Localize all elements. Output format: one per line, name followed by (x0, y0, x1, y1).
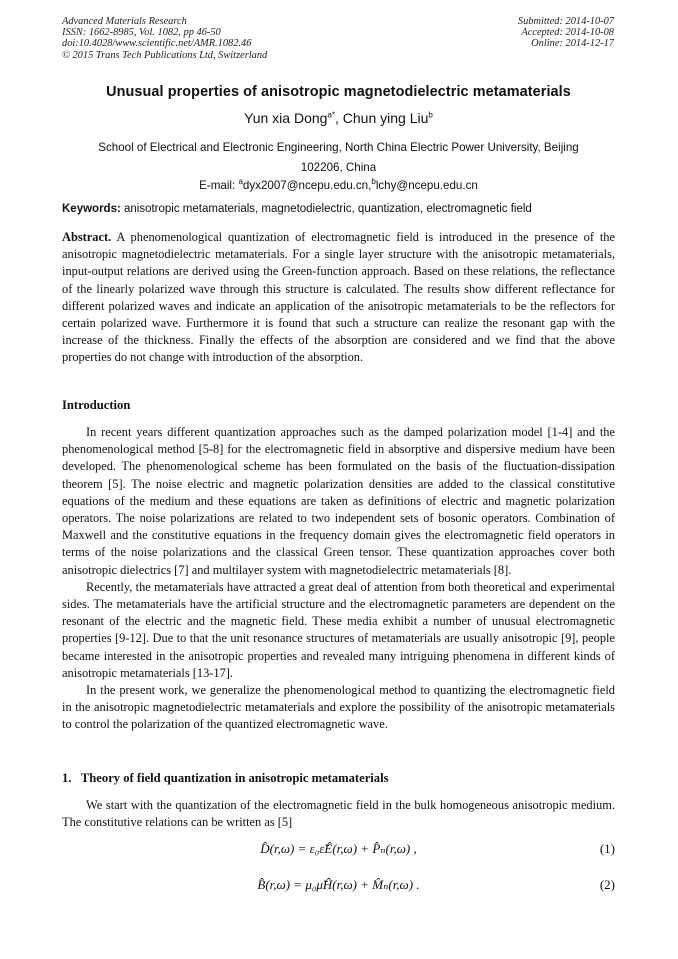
copyright: © 2015 Trans Tech Publications Ltd, Switzerland (62, 49, 268, 61)
email-b[interactable]: lchy@ncepu.edu.cn (375, 178, 478, 192)
author-separator: , (335, 110, 343, 126)
author-1: Yun xia Dong (244, 110, 328, 126)
affiliation-line-2: 102206, China (300, 160, 377, 174)
email-line (62, 177, 615, 192)
keywords-label: Keywords: (62, 203, 121, 215)
author-2: Chun ying Liu (342, 110, 429, 126)
submitted-date: Submitted: 2014-10-07 (517, 16, 614, 27)
author-line (62, 110, 615, 126)
doi: doi:10.4028/www.scientific.net/AMR.1082.46 (62, 38, 252, 50)
section-1-title: Theory of field quantization in anisotropic metamaterials (80, 771, 389, 785)
section-1-paragraph-1: We start with the quantization of the electromagnetic field in the bulk homogeneous anisotropic medium. The constitutive relations can be written as [5] (62, 798, 615, 830)
accepted-date: Accepted: 2014-10-08 (521, 27, 614, 39)
intro-paragraph-1: In recent years different quantization approaches such as the damped polarization model [1-4] and the phenomenological method [5-8] for the electromagnetic field in absorptive and dispersive medium have been developed. The phenomenological scheme has been formulated on the basis of the fluctuation-dissipation theorem [5]. The noise electric and magnetic polarization densities are added to the classical constitutive equations of the medium and these equations are taken as definitions of electric and magnetic polarization operators. The noise polarizations are related to two independent sets of bosonic operators. Combination of Maxwell and the constitutive equations in the frequency domain gives the electromagnetic field operators in terms of the noise polarizations and the classical Green tensor. These quantization approaches cover both anisotropic dielectrics [7] and multilayer system with magnetodielectric metamaterials [8]. (62, 425, 615, 577)
section-1-number: 1. (62, 771, 72, 785)
introduction-body (62, 424, 615, 734)
abstract-text: A phenomenological quantization of electromagnetic field is introduced in the presence of the anisotropic magnetodielectric metamaterials. For a single layer structure with the anisotropic metamaterials, input-output relations are derived using the Green-function approach. Based on these relations, the reflectance of the linearly polarized wave through this structure is calculated. The results show different reflectance for different polarized waves and indicate an application of the anisotropic metamaterials to be the reflectors for certain polarized wave. Furthermore it is found that such a structure can realize the resonant gap with the increase of the thickness. Finally the effects of the absorption are considered and we find that the above properties do not change with introduction of the absorption. (62, 230, 615, 365)
email-a-sup: a (238, 177, 243, 186)
abstract (62, 229, 615, 367)
equation-1-number: (1) (599, 841, 615, 856)
affiliation-line-1: School of Electrical and Electronic Engineering, North China Electric Power University, Beijing (98, 141, 579, 154)
equation-1 (62, 841, 615, 861)
dates-header (518, 16, 614, 50)
email-a[interactable]: dyx2007@ncepu.edu.cn, (242, 178, 372, 192)
introduction-heading: Introduction (62, 398, 131, 412)
author-2-affil: b (428, 110, 433, 120)
section-1-heading (62, 771, 389, 786)
abstract-label: Abstract. (62, 230, 112, 244)
equation-2-number: (2) (599, 877, 615, 892)
section-1-body (62, 797, 615, 831)
equation-1-formula: D̂(r,ω) = ε₀ε̈Ê(r,ω) + P̂ₙ(r,ω) , (260, 841, 417, 856)
email-label: E-mail: (199, 178, 239, 192)
equation-2-formula: B̂(r,ω) = μ₀μ̈Ĥ(r,ω) + M̂ₙ(r,ω) . (257, 877, 420, 892)
intro-paragraph-3: In the present work, we generalize the phenomenological method to quantizing the electromagnetic field in the anisotropic magnetodielectric metamaterials and explore the possibility of the anisotropic metamaterials to control the polarization of the quantized electromagnetic wave. (62, 683, 615, 732)
affiliation (62, 138, 615, 177)
equation-2 (62, 877, 615, 897)
paper-title: Unusual properties of anisotropic magnetodielectric metamaterials (106, 84, 571, 100)
keywords-text: anisotropic metamaterials, magnetodielectric, quantization, electromagnetic field (120, 203, 532, 215)
journal-header (62, 16, 267, 61)
issn: ISSN: 1662-8985, Vol. 1082, pp 46-50 (62, 27, 221, 39)
journal-name: Advanced Materials Research (62, 16, 187, 27)
online-date: Online: 2014-12-17 (531, 38, 614, 50)
keywords (62, 203, 622, 215)
email-b-sup: b (371, 177, 376, 186)
author-1-affil: a* (327, 110, 335, 120)
intro-paragraph-2: Recently, the metamaterials have attracted a great deal of attention from both theoretical and experimental sides. The metamaterials have the artificial structure and the electromagnetic parameters are dependent on the resonant of the electric and the magnetic field. These media exhibit a number of unusual electromagnetic properties [9-12]. Due to that the unit resonance structures of metamaterials are usually anisotropic [9], people became interested in the anisotropic properties and revealed many intriguing phenomena in different kinds of anisotropic metamaterials [13-17]. (62, 579, 615, 680)
